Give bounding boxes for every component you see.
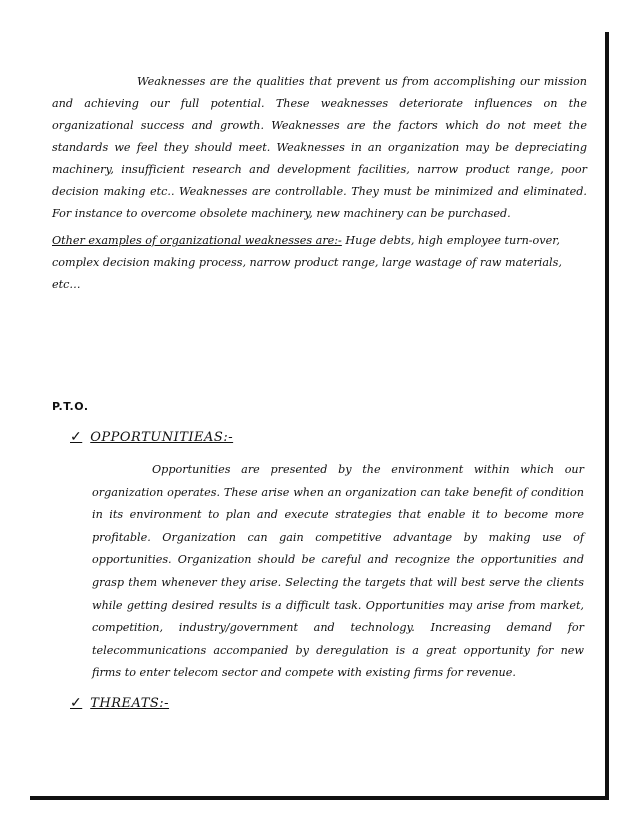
opportunities-heading-text: OPPORTUNITIEAS:-: [90, 429, 234, 445]
threats-heading-text: THREATS:-: [90, 695, 170, 711]
checkmark-icon: ✓: [70, 429, 83, 445]
pto-label: P.T.O.: [52, 400, 89, 413]
page-border-right: [605, 32, 609, 800]
checkmark-icon: ✓: [70, 695, 83, 711]
opportunities-heading: [70, 429, 233, 445]
weaknesses-paragraph: Weaknesses are the qualities that prevent us from accomplishing our mission and achieving our full potential. These weaknesses deteriorate influences on the organizational success and growth. Weaknesses are the factors which do not meet the standards we feel they should meet. Weaknesses in an organization may be depreciating machinery, insufficient research and development facilities, narrow product range, poor decision making etc.. Weaknesses are controllable. They must be minimized and eliminated. For instance to overcome obsolete machinery, new machinery can be purchased.: [52, 75, 587, 220]
page-border-bottom: [30, 796, 609, 800]
examples-label: Other examples of organizational weaknesses are:-: [52, 234, 342, 247]
weaknesses-examples: [52, 230, 587, 296]
threats-heading: [70, 695, 169, 711]
examples-text: Huge debts, high employee turn-over, complex decision making process, narrow product range, large wastage of raw materials, etc…: [52, 234, 562, 291]
opportunities-paragraph: Opportunities are presented by the environment within which our organization operates. These arise when an organization can take benefit of condition in its environment to plan and execute strategies that enable it to become more profitable. Organization can gain competitive advantage by making use of opportunities. Organization should be careful and recognize the opportunities and grasp them whenever they arise. Selecting the targets that will best serve the clients while getting desired results is a difficult task. Opportunities may arise from market, competition, industry/government and technology. Increasing demand for telecommunications accompanied by deregulation is a great opportunity for new firms to enter telecom sector and compete with existing firms for revenue.: [92, 463, 584, 680]
